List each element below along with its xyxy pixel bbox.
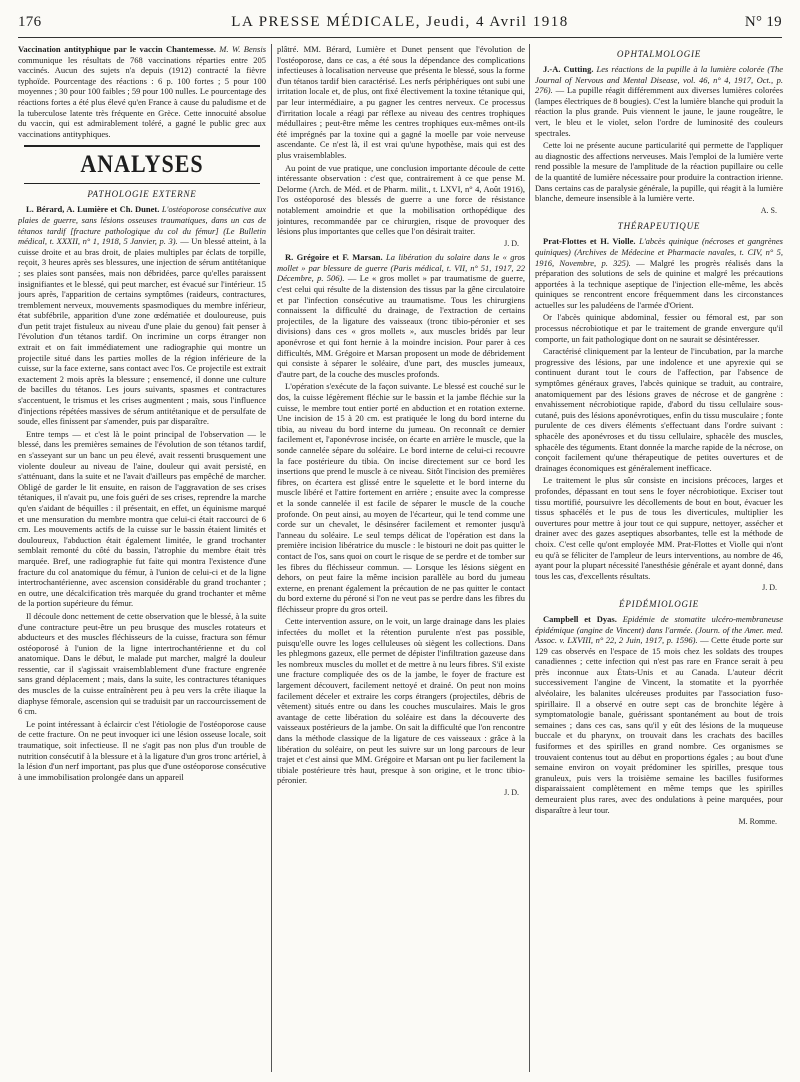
article-paragraph: Au point de vue pratique, une conclusion importante découle de cette intéressante observation : c'est que, contrairement à ce que pense M. Delorme (Arch. de Méd. et de Pharm. milit., t. LXVI, n° 4, Août 1916), l'os ostéoporosé des blessés de guerre a une force de résistance notablement amoindrie et que la mobilisation orthopédique des jointures, recommandée par ce chirurgien, risque de provoquer des lésions plus importantes que celles que l'on désirait traiter. (277, 162, 525, 237)
article-signature: J. D. (762, 583, 777, 593)
issue-number: N° 19 (744, 14, 782, 30)
column-divider (529, 44, 530, 1072)
article-paragraph: Caractérisé cliniquement par la lenteur de l'incubation, par la marche progressive des lésions, par une indolence et une apyrexie qui se continuent durant tout le cours de l'affection, par l'absence de symptômes généraux graves, l'abcès quinique se traduit, au contraire, anatomiquement par des lésions graves de nécrose et de gangrène : envahissement nécrobiotique rapide, d'abord du tissu cellulaire sous-cutané, puis des lésions aponévrotiques, enfin du tissu musculaire ; fonte purulente de ces divers éléments s'effectuant dans l'ordre suivant : sphacèle des aponévroses et du tissu cellulaire, sphacèle des muscles, sphacèle des téguments. Etant donnée la marche rapide de la nécrose, on conçoit facilement qu'une thérapeutique de petites ouvertures et de drainages économiques est généralement inefficace. (535, 346, 783, 473)
article-paragraph: Cette loi ne présente aucune particularité qui permette de l'appliquer au diagnostic des affections nerveuses. Mais l'emploi de la lumière verte rend possible la mesure de l'amplitude de la réaction pupillaire ou celle de la quantité de lumière nécessaire pour produire la contraction irienne. Dans certains cas de paralysie générale, la pupille, qui réagit à la lumière blanche, demeure insensible à la lumière verte. (535, 140, 783, 204)
article-paragraph (535, 614, 783, 815)
article-title: Les réactions de la pupille à la lumière colorée (596, 64, 765, 74)
column-3 (535, 44, 783, 1072)
article-paragraph: Cette intervention assure, on le voit, un large drainage dans les plaies infectées du mollet et la rétention purulente n'est pas possible, puisqu'elle ouvre les loges celluleuses où siègent les collections. Dans les phlegmons gazeux, elle permet de dépister l'infiltration gazeuse dans les nombreux muscles du mollet et de mettre à nu leurs fibres. S'il existe une fracture compliquée des os de la jambe, le foyer de fracture est largement découvert, facilement nettoyé et drainé. On peut non moins facilement déceler et extraire les corps étrangers (projectiles, débris de vêtement) situés entre ou dans les couches musculaires. Mais le gros avantage de cette libération du soléaire est dans la découverte des vaisseaux postérieurs de la jambe. On sait la difficulté que l'on rencontre dans la méthode classique de la ligature de ces vaisseaux : grâce à la libération du soléaire, on peut les suivre sur un long parcours de leur trajet et c'est ainsi que MM. Grégoire et Marsan ont pu lier facilement la tibiale postérieure très haut, presque à son origine, et le tronc tibio-péronier. (277, 616, 525, 786)
article-title: L'abcès quinique (nécroses et gangrènes quiniques) (535, 236, 783, 257)
section-rule (24, 145, 260, 147)
article-reference: (Archives de Médecine et Pharmacie navales, t. CIV, n° 5, 1916, Novembre, p. 325). (535, 246, 783, 268)
article-paragraph: Le traitement le plus sûr consiste en incisions précoces, larges et profondes, dépassant en tout sens le foyer nécrobiotique. Exciser tout tissu mortifié, poursuivre les décollements de bout en bout, évacuer les tissus sphacélés et le pus de tous les diverticules, multiplier les ouvertures pour mettre à jour tout ce qui suppure, nettoyer, assécher et drainer avec des gazes aseptiques absorbantes, telle est la méthode de choix. C'est celle qu'ont employée MM. Prat-Flottes et Violle qui n'ont eu qu'à se féliciter de l'ampleur de leurs interventions, au nombre de 46, ayant pour la plupart nécessité l'anesthésie générale et ayant donné, dans tous les cas, d'excellents résultats. (535, 475, 783, 581)
article-paragraph (18, 204, 266, 426)
article-signature: M. Romme. (738, 817, 777, 827)
article-reference: (Journ. of the Amer. med. Assoc. v. LXVIII, n° 22, 2 Juin, 1917, p. 1596). (535, 624, 783, 646)
column-1 (18, 44, 266, 1072)
article-text: — Malgré les progrès réalisés dans la préparation des solutions de sels de quinine et malgré les précautions apportées à la technique aseptique de l'injection elle-même, les abcès quiniques se rencontrent encore fréquemment dans les circonstances actuelles sur les paludéens de l'armée d'Orient. (535, 257, 783, 310)
article-title: La libération du solaire dans le « gros mollet » par blessure de guerre (277, 252, 525, 273)
article-reference: (Paris médical, t. VII, n° 51, 1917, 22 Décembre, p. 506). (277, 262, 525, 284)
vaccin-paragraph (18, 44, 266, 139)
section-rule (24, 183, 260, 184)
section-heading: ANALYSES (80, 149, 204, 179)
page-header (18, 14, 782, 34)
article-text: — Un blessé atteint, à la cuisse droite et au bras droit, de plaies multiples par éclats de torpille, reçoit, 3 heures après ses blessures, une injection de sérum antitétanique ; ses plaies sont pansées, mais non débridées, parce qu'elles paraissent insignifiantes et le blessé, qui peut marcher, est évacué sur l'intérieur. 15 jours après, l'apparition de certains symptômes (raideurs, contractures, tremblement nerveux, mouvements spasmodiques du membre inférieur, état subfébrile, apparition d'une zone œdématiée et douloureuse, puis d'un petit trajet fistuleux au niveau d'une plaie du genou) fait penser à l'évolution d'un tétanos tardif. On incrimine un corps étranger non extrait et on fait immédiatement une radiographie qui montre un projectile situé dans les parties molles de la région inférieure de la cuisse, sur la face externe, sans contact avec l'os. Ce projectile est extrait exactement 2 mois après la blessure ; ensemencé, il donne une culture de bacilles du tétanos. Les jours suivants, spasmes et contractures s'accentuent, le trismus et les crises augmentent ; mais, sous l'influence d'injections répétées massives de sérum antitétanique et de persulfate de soude, elles finissent par s'amender, puis par disparaître. (18, 236, 266, 427)
header-rule (18, 37, 782, 38)
article-paragraph: Il découle donc nettement de cette observation que le blessé, à la suite d'une contracture peut-être un peu brusque des muscles rotateurs et abducteurs et des muscles fléchisseurs de la cuisse, fractura son fémur ostéoporosé à l'union de la ligne intertrochantérienne et du col anatomique. Dans le début, le malade put marcher, malgré la douleur ressentie, car il s'agissait vraisemblablement d'une fracture engrenée sans grand déplacement ; mais, dans la suite, les contractures tétaniques des muscles de la cuisse entraînèrent peu à peu vers la crête iliaque la diaphyse fémorale, ascension qui se traduisit par un raccourcissement de 6 cm. (18, 610, 266, 717)
article-signature: J. D. (504, 787, 519, 797)
article-text: — Le « gros mollet » par traumatisme de guerre, c'est celui qui résulte de la distension des tissus par la gêne circulatoire et par l'infection consécutive au traumatisme. Tous les chirurgiens connaissent la difficulté du drainage, de l'extraction de certains projectiles, de la ligature des vaisseaux (tronc tibio-péronier et ses divisions) dans ces « gros mollets », aux muscles bridés par leur aponévrose et qui font hernie à la moindre incision. Pour parer à ces difficultés, MM. Grégoire et Marsan proposent un mode de débridement qui consiste à séparer le soléaire, d'une part, des muscles jumeaux, d'autre part, de la couche des muscles profonds. (277, 273, 525, 379)
article-paragraph (535, 236, 783, 310)
article-title: Epidémie de stomatite ulcéro-membraneuse épidémique (angine de Vincent) dans l'armée. (535, 613, 783, 635)
article-paragraph (277, 252, 525, 379)
article-text: — Cette étude porte sur 129 cas observés en l'espace de 15 mois chez les soldats des troupes canadiennes ; cette infection qui n'est pas rare en France serait à peu près inconnue aux États-Unis et au Canada. L'auteur décrit successivement l'angine de Vincent, la stomatite et la pyorrhée alvéolaire, les balanites ulcéreuses produites par l'association fuso-spirillaire. Il a observé en outre sept cas de bronchite légère à symptomatologie banale, guérissant spontanément au bout de trois semaines ; dans ces cas, sans qu'il y eût des lésions de la muqueuse buccale et du pharynx, on trouvait dans les crachats des bacilles fusiformes et des spirilles en grand nombre. Ces organismes se trouvaient contenus tout au début en proportions égales ; au bout d'une semaine environ on voyait prédominer les spirilles, presque tous granuleux, puis vers la troisième semaine les bacilles fusiformes disparaissaient complètement en même temps que les spirilles demeuraient plus rares, avec des ondulations à peine marquées, pour disparaître à leur tour. (535, 635, 783, 815)
article-authors: L. Bérard, A. Lumière et Ch. Dunet. (26, 204, 160, 215)
article-signature: J. D. (504, 238, 519, 248)
rubric-heading: THÉRAPEUTIQUE (617, 221, 701, 232)
rubric-heading: OPHTALMOLOGIE (616, 49, 702, 59)
rubric-heading: PATHOLOGIE EXTERNE (87, 189, 197, 200)
article-paragraph: Entre temps — et c'est là le point principal de l'observation — le blessé, dans les premières semaines de l'évolution de son tétanos tardif, en s'asseyant sur un banc un peu élevé, avait ressenti brusquement une violente douleur au niveau de l'aine, douleur qui avait persisté, en s'atténuant, dans la suite et ne l'avait d'ailleurs pas empêché de marcher. Obligé de garder le lit ensuite, en raison de l'aggravation de ses crises tétaniques, il n'avait pu, une fois guéri de ses crises, reprendre la marche qu'en s'aidant de béquilles : il présentait, en effet, un équinisme marqué et une mensuration du membre montra que celui-ci était raccourci de 6 cm. Les mouvements actifs de la cuisse sur le bassin étaient limités et douloureux, l'abduction était également limitée, le grand trochanter semblait remonté du côté du bassin, l'atrophie du membre était très marquée. Bref, une radiographie fut faite qui montra l'existence d'une fracture du col anatomique du fémur, à l'union de celui-ci et de la ligne intertrochantérienne, avec ascension considérable du grand trochanter ; en outre, une décalcification très marquée du grand trochanter et même de la portion supérieure du fémur. (18, 428, 266, 609)
article-reference: (The Journal of Nervous and Mental Disease, vol. 46, n° 4, 1917, Oct., p. 276). (535, 64, 783, 96)
article-reference: (Le Bulletin médical, t. XXXII, n° 1, 1918, 5 Janvier, p. 3). (18, 225, 266, 247)
article-authors: R. Grégoire et F. Marsan. (285, 252, 383, 263)
vaccin-author: M. W. Bensis (219, 44, 266, 54)
article-authors: J.-A. Cutting. (543, 64, 594, 74)
page-number: 176 (18, 14, 42, 30)
rubric-heading: ÉPIDÉMIOLOGIE (619, 598, 699, 609)
article-paragraph: L'opération s'exécute de la façon suivante. Le blessé est couché sur le dos, la cuisse légèrement fléchie sur le bassin et la jambe fléchie sur la cuisse, le membre tout entier porté en abduction et en rotation externe. Une incision de 15 à 20 cm. est pratiquée le long du bord interne du tibia, au niveau du bord interne du jumeau. On reconnaît ce dernier facilement et, l'aponévrose incisée, on écarte en arrière le muscle, que la sonde cannelée sépare du soléaire. Le bord interne de celui-ci recouvre la face postérieure du tibia. On incise directement sur ce bord les insertions que prend le muscle à ce niveau. Sitôt l'incision des premières fibres, on écartera est glissé entre le squelette et le bord interne du muscle libéré et l'attire fortement en arrière ; ensuite avec la compresse et la sonde cannelée il est facile de séparer le muscle de la couche profonde. On peut ainsi, au moyen de l'écarteur, qui le tend comme une corde sur un chevalet, le désinsérer facilement et remonter jusqu'à l'anneau du soléaire. Le seul temps délicat de l'opération est dans la première incision libératrice du muscle : le bistouri ne doit pas quitter le contact de l'os, sans quoi on court le risque de se perdre et de tomber sur les fibres du fléchisseur commun. — Lorsque les lésions siègent en dehors, on peut faire la même incision parallèle au bord du jumeau externe, en prenant également la précaution de ne pas quitter le contact du bord externe du péroné si l'on ne veut pas se perdre dans les fibres du fléchisseur propre du gros orteil. (277, 381, 525, 614)
article-title: L'ostéoporose consécutive aux plaies de guerre, sans lésions osseuses traumatiques, dans un cas de tétanos tardif [fracture pathologique du col du fémur] (18, 204, 266, 236)
article-paragraph (535, 64, 783, 138)
article-paragraph: Le point intéressant à éclaircir c'est l'étiologie de l'ostéoporose cause de cette fracture. On ne peut invoquer ici une lésion osseuse locale, soit traumatique, soit infectieuse. Il ne s'agit pas non plus d'un trouble de nutrition consécutif à la blessure et à la ligature d'un gros tronc artériel, à la lésion d'un nerf important, pas plus que d'une ostéoporose consécutive à une immobilisation prolongée dans un appareil (18, 718, 266, 782)
column-divider (271, 44, 272, 1072)
column-2 (277, 44, 525, 1072)
article-paragraph: plâtré. MM. Bérard, Lumière et Dunet pensent que l'évolution de l'ostéoporose, dans ce cas, a été sous la dépendance des complications infectieuses à localisation nerveuse que présenta le blessé, sous la forme d'un tétanos tardif bien caractérisé. Les nerfs périphériques ont subi une irritation locale et, de plus, ont fixé électivement la toxine tétanique qui, par leur intermédiaire, a pu gagner les centres nerveux. Ce processus d'irritation locale a réagi par réflexe au niveau des centres trophiques médullaires ; peut-être même les centres trophiques eux-mêmes ont-ils été imprégnés par la toxine qui a gagné la moelle par voie nerveuse ascendante. Ce n'est là, il est vrai qu'une hypothèse, mais qui est des plus vraisemblables. (277, 44, 525, 160)
article-signature: A. S. (760, 205, 777, 215)
article-paragraph: Or l'abcès quinique abdominal, fessier ou fémoral est, par son processus nécrobiotique et par le traitement de grande envergure qu'il comporte, un fait pathologique dont on ne saurait se désintéresser. (535, 312, 783, 344)
article-text: — La pupille réagit différemment aux diverses lumières colorées (lampes électriques de 8 bougies). C'est la lumière blanche qui produit la réaction la plus grande. Puis viennent le jaune, le jaune rougeâtre, le vert, le bleu et le violet, selon l'ordre de luminosité des couleurs spectrales. (535, 85, 783, 138)
article-authors: Campbell et Dyas. (543, 613, 617, 624)
article-authors: Prat-Flottes et H. Violle. (543, 236, 636, 247)
journal-title: LA PRESSE MÉDICALE, Jeudi, 4 Avril 1918 (231, 14, 569, 30)
vaccin-title: Vaccination antityphique par le vaccin Chantemesse. (18, 44, 216, 54)
vaccin-text: communique les résultats de 768 vaccinations réparties entre 205 vaccinés. Aucun des sujets n'a depuis (1912) contracté la fièvre typhoïde. Pourcentage des réactions : 6 p. 100 fortes ; 5 pour 100 moyennes ; 30 pour 100 faibles ; 59 pour 100 nulles. Le pourcentage des réactions fortes a été plus élevé qu'en France à cause du paludisme et de la tuberculose latente très fréquente en Grèce. Cette innocuité absolue du vaccin, qui est admirablement toléré, a gagné le public grec aux vaccinations antityphiques. (18, 54, 266, 139)
